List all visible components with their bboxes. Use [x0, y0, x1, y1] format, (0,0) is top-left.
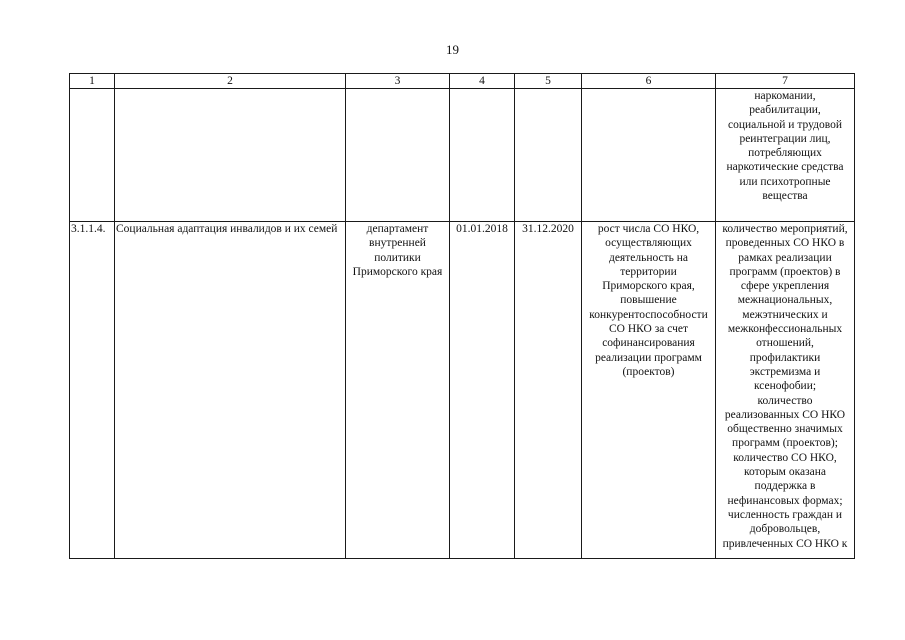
text-line: вещества	[762, 190, 808, 203]
table-row-measure-3-1-1-4	[70, 222, 855, 559]
text-line: проведенных СО НКО в	[725, 237, 845, 250]
text-line: рост числа СО НКО,	[597, 223, 700, 235]
cell-empty	[515, 89, 582, 222]
program-measures-table	[69, 73, 855, 559]
page-number: 19	[446, 42, 459, 57]
header-col-5: 5	[515, 74, 582, 89]
text-line: ксенофобии;	[753, 380, 817, 393]
text-line: программ (проектов) в	[729, 265, 841, 278]
text-line: реализации программ	[595, 351, 702, 364]
cell-empty	[70, 89, 115, 222]
cell-measure-name: Социальная адаптация инвалидов и их семей	[115, 222, 346, 559]
text-line: деятельность на	[608, 251, 689, 264]
text-line: реинтеграции лиц,	[739, 132, 831, 145]
text-line: софинансирования	[602, 337, 695, 350]
header-col-1: 1	[70, 74, 115, 89]
cell-end-date: 31.12.2020	[515, 222, 582, 559]
cell-expected-result	[582, 222, 716, 559]
text-line: добровольцев,	[749, 523, 821, 536]
text-line: поддержка в	[754, 480, 816, 493]
text-line: количество	[757, 394, 813, 407]
text-line: межнациональных,	[737, 294, 833, 307]
header-col-4: 4	[450, 74, 515, 89]
text-line: привлеченных СО НКО к	[722, 537, 848, 550]
text-line: Приморского края,	[602, 280, 695, 293]
text-line: политики	[374, 251, 421, 264]
text-line: или психотропные	[739, 175, 831, 188]
text-line: численность граждан и	[727, 508, 843, 521]
cell-empty	[450, 89, 515, 222]
table-header-row	[70, 74, 855, 89]
text-line: реализованных СО НКО	[724, 408, 846, 421]
text-line: социальной и трудовой	[728, 118, 842, 131]
cell-indicators-continuation	[716, 89, 855, 222]
text-line: общественно значимых	[727, 423, 843, 436]
text-line: наркотические средства	[726, 161, 844, 174]
text-line: осуществляющих	[605, 237, 692, 250]
text-line: сфере укрепления	[740, 280, 830, 293]
text-line: наркомании,	[754, 90, 816, 102]
text-line: отношений,	[756, 337, 814, 350]
cell-start-date: 01.01.2018	[450, 222, 515, 559]
cell-empty	[582, 89, 716, 222]
text-line: территории	[620, 265, 677, 278]
text-line: которым оказана	[743, 466, 827, 479]
cell-measure-number: 3.1.1.4.	[70, 222, 115, 559]
text-line: повышение	[620, 294, 677, 307]
text-line: профилактики	[749, 351, 821, 364]
header-col-6: 6	[582, 74, 716, 89]
text-line: (проектов)	[622, 365, 675, 378]
text-line: межконфессиональных	[727, 323, 843, 336]
cell-indicators	[716, 222, 855, 559]
text-line: конкурентоспособности	[589, 308, 708, 321]
text-line: департамент	[366, 223, 429, 235]
text-line: программ (проектов);	[732, 437, 838, 450]
text-line: внутренней	[369, 237, 426, 250]
text-line: количество СО НКО,	[733, 451, 837, 464]
table-row-continuation	[70, 89, 855, 222]
cell-executor	[346, 222, 450, 559]
header-col-3: 3	[346, 74, 450, 89]
text-line: рамках реализации	[738, 251, 832, 264]
header-col-7: 7	[716, 74, 855, 89]
text-line: нефинансовых формах;	[727, 494, 843, 507]
text-line: межэтнических и	[742, 308, 828, 321]
header-col-2: 2	[115, 74, 346, 89]
text-line: СО НКО за счет	[608, 323, 689, 336]
text-line: количество мероприятий,	[722, 223, 848, 235]
cell-empty	[115, 89, 346, 222]
text-line: потребляющих	[748, 147, 822, 160]
text-line: Приморского края	[352, 265, 443, 278]
text-line: реабилитации,	[749, 104, 821, 117]
text-line: экстремизма и	[749, 365, 821, 378]
cell-empty	[346, 89, 450, 222]
